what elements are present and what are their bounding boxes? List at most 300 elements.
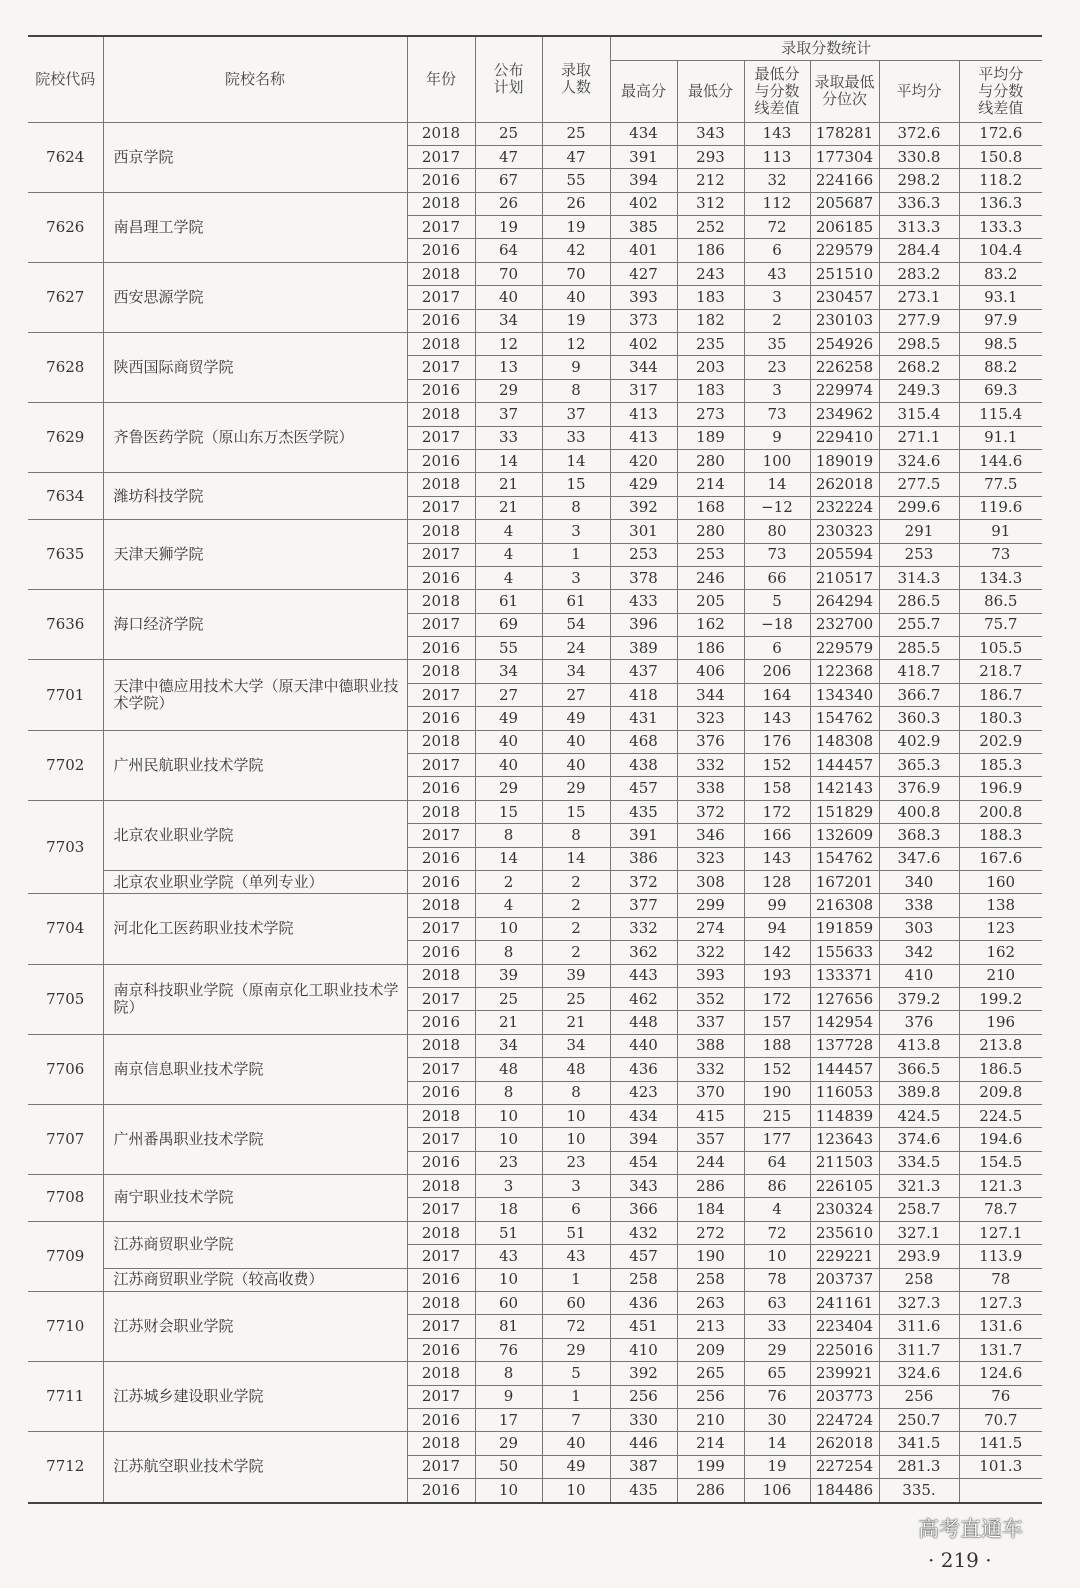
cell-min-rank: 230324	[810, 1198, 879, 1221]
cell-avg-diff: 162	[959, 941, 1042, 964]
cell-plan: 8	[475, 941, 542, 964]
school-code: 7705	[28, 964, 103, 1034]
cell-year: 2016	[407, 1479, 475, 1503]
cell-max-score: 385	[610, 216, 677, 239]
cell-min-diff: 65	[744, 1362, 810, 1385]
cell-min-diff: 73	[744, 403, 810, 426]
cell-avg-diff: 144.6	[959, 449, 1042, 472]
cell-year: 2017	[407, 1128, 475, 1151]
cell-avg-score: 298.5	[879, 333, 959, 356]
cell-admitted: 19	[542, 309, 610, 332]
cell-admitted: 61	[542, 590, 610, 613]
school-name: 广州番禺职业技术学院	[103, 1104, 407, 1174]
cell-avg-score: 258	[879, 1268, 959, 1291]
cell-min-rank: 229579	[810, 637, 879, 660]
cell-admitted: 10	[542, 1479, 610, 1503]
cell-min-score: 243	[677, 262, 744, 285]
cell-plan: 25	[475, 122, 542, 145]
cell-avg-diff: 104.4	[959, 239, 1042, 262]
cell-min-score: 346	[677, 824, 744, 847]
cell-avg-diff: 70.7	[959, 1408, 1042, 1431]
cell-max-score: 436	[610, 1058, 677, 1081]
cell-max-score: 413	[610, 403, 677, 426]
table-row	[28, 871, 1042, 894]
cell-min-diff: 128	[744, 871, 810, 894]
cell-avg-score: 283.2	[879, 262, 959, 285]
cell-max-score: 402	[610, 192, 677, 215]
cell-min-rank: 230457	[810, 286, 879, 309]
cell-min-rank: 239921	[810, 1362, 879, 1385]
school-code: 7702	[28, 730, 103, 800]
cell-min-score: 286	[677, 1479, 744, 1503]
school-code: 7627	[28, 262, 103, 332]
cell-avg-diff: 97.9	[959, 309, 1042, 332]
cell-avg-score: 314.3	[879, 566, 959, 589]
cell-min-diff: 143	[744, 122, 810, 145]
table-row	[28, 590, 1042, 613]
cell-year: 2017	[407, 216, 475, 239]
cell-year: 2016	[407, 941, 475, 964]
cell-admitted: 47	[542, 145, 610, 168]
cell-min-rank: 262018	[810, 473, 879, 496]
cell-min-score: 388	[677, 1034, 744, 1057]
cell-min-score: 203	[677, 356, 744, 379]
cell-year: 2018	[407, 403, 475, 426]
cell-avg-score: 250.7	[879, 1408, 959, 1431]
cell-min-score: 332	[677, 754, 744, 777]
cell-min-diff: 43	[744, 262, 810, 285]
cell-avg-diff: 123	[959, 917, 1042, 940]
cell-avg-score: 410	[879, 964, 959, 987]
header-code: 院校代码	[28, 36, 103, 122]
cell-year: 2016	[407, 637, 475, 660]
cell-min-diff: 172	[744, 987, 810, 1010]
cell-min-diff: 33	[744, 1315, 810, 1338]
cell-min-diff: 80	[744, 520, 810, 543]
cell-min-score: 190	[677, 1245, 744, 1268]
cell-min-score: 415	[677, 1104, 744, 1127]
header-stats-group: 录取分数统计	[610, 36, 1042, 60]
cell-avg-score: 418.7	[879, 660, 959, 683]
cell-admitted: 8	[542, 824, 610, 847]
cell-avg-score: 347.6	[879, 847, 959, 870]
cell-plan: 33	[475, 426, 542, 449]
cell-admitted: 3	[542, 520, 610, 543]
cell-max-score: 387	[610, 1455, 677, 1478]
cell-year: 2018	[407, 730, 475, 753]
cell-min-diff: 72	[744, 216, 810, 239]
cell-plan: 61	[475, 590, 542, 613]
cell-avg-score: 324.6	[879, 1362, 959, 1385]
cell-min-diff: 143	[744, 847, 810, 870]
cell-min-rank: 205594	[810, 543, 879, 566]
cell-min-rank: 226105	[810, 1175, 879, 1198]
cell-avg-score: 341.5	[879, 1432, 959, 1455]
cell-plan: 50	[475, 1455, 542, 1478]
school-name: 江苏航空职业技术学院	[103, 1432, 407, 1503]
cell-avg-score: 335.	[879, 1479, 959, 1503]
cell-min-score: 183	[677, 286, 744, 309]
cell-admitted: 29	[542, 777, 610, 800]
cell-avg-diff: 196.9	[959, 777, 1042, 800]
table-row	[28, 1175, 1042, 1198]
cell-min-score: 210	[677, 1408, 744, 1431]
cell-min-score: 293	[677, 145, 744, 168]
cell-max-score: 418	[610, 683, 677, 706]
cell-admitted: 27	[542, 683, 610, 706]
header-year: 年份	[407, 36, 475, 122]
cell-max-score: 462	[610, 987, 677, 1010]
cell-avg-score: 311.6	[879, 1315, 959, 1338]
cell-admitted: 8	[542, 1081, 610, 1104]
cell-min-rank: 123643	[810, 1128, 879, 1151]
cell-min-score: 406	[677, 660, 744, 683]
cell-admitted: 51	[542, 1221, 610, 1244]
cell-plan: 39	[475, 964, 542, 987]
cell-avg-score: 424.5	[879, 1104, 959, 1127]
cell-plan: 15	[475, 800, 542, 823]
cell-max-score: 392	[610, 496, 677, 519]
cell-plan: 40	[475, 286, 542, 309]
school-name: 天津中德应用技术大学（原天津中德职业技术学院）	[103, 660, 407, 730]
cell-avg-diff: 69.3	[959, 379, 1042, 402]
cell-plan: 21	[475, 473, 542, 496]
school-code: 7712	[28, 1432, 103, 1503]
cell-admitted: 12	[542, 333, 610, 356]
cell-admitted: 40	[542, 286, 610, 309]
cell-avg-diff: 141.5	[959, 1432, 1042, 1455]
cell-avg-diff: 78	[959, 1268, 1042, 1291]
cell-year: 2018	[407, 1104, 475, 1127]
cell-avg-diff: 224.5	[959, 1104, 1042, 1127]
cell-admitted: 40	[542, 1432, 610, 1455]
school-code: 7701	[28, 660, 103, 730]
cell-min-diff: 193	[744, 964, 810, 987]
school-name: 河北化工医药职业技术学院	[103, 894, 407, 964]
cell-min-rank: 224166	[810, 169, 879, 192]
cell-min-diff: 4	[744, 1198, 810, 1221]
cell-min-rank: 230103	[810, 309, 879, 332]
cell-admitted: 19	[542, 216, 610, 239]
cell-min-diff: 152	[744, 754, 810, 777]
cell-max-score: 344	[610, 356, 677, 379]
cell-avg-score: 321.3	[879, 1175, 959, 1198]
cell-year: 2017	[407, 543, 475, 566]
cell-plan: 60	[475, 1292, 542, 1315]
cell-max-score: 451	[610, 1315, 677, 1338]
cell-min-score: 274	[677, 917, 744, 940]
table-row	[28, 964, 1042, 987]
cell-year: 2017	[407, 1385, 475, 1408]
cell-min-score: 280	[677, 520, 744, 543]
cell-admitted: 10	[542, 1104, 610, 1127]
school-code: 7634	[28, 473, 103, 520]
header-avg: 平均分	[879, 60, 959, 122]
cell-year: 2016	[407, 309, 475, 332]
cell-max-score: 253	[610, 543, 677, 566]
header-avg-diff: 平均分与分数线差值	[959, 60, 1042, 122]
cell-max-score: 402	[610, 333, 677, 356]
cell-min-rank: 134340	[810, 683, 879, 706]
cell-plan: 10	[475, 1104, 542, 1127]
cell-admitted: 2	[542, 917, 610, 940]
cell-min-score: 273	[677, 403, 744, 426]
cell-max-score: 434	[610, 1104, 677, 1127]
cell-avg-diff: 202.9	[959, 730, 1042, 753]
cell-min-rank: 232224	[810, 496, 879, 519]
cell-plan: 4	[475, 543, 542, 566]
cell-min-rank: 223404	[810, 1315, 879, 1338]
school-name: 北京农业职业学院（单列专业）	[103, 871, 407, 894]
cell-max-score: 420	[610, 449, 677, 472]
cell-min-score: 199	[677, 1455, 744, 1478]
cell-min-rank: 116053	[810, 1081, 879, 1104]
cell-year: 2017	[407, 987, 475, 1010]
cell-plan: 4	[475, 894, 542, 917]
cell-min-score: 212	[677, 169, 744, 192]
cell-max-score: 401	[610, 239, 677, 262]
cell-min-diff: 73	[744, 543, 810, 566]
cell-min-diff: 166	[744, 824, 810, 847]
cell-plan: 17	[475, 1408, 542, 1431]
cell-plan: 10	[475, 1128, 542, 1151]
cell-admitted: 21	[542, 1011, 610, 1034]
cell-avg-diff: 73	[959, 543, 1042, 566]
cell-min-score: 214	[677, 473, 744, 496]
cell-admitted: 1	[542, 543, 610, 566]
cell-min-rank: 142954	[810, 1011, 879, 1034]
cell-avg-diff: 188.3	[959, 824, 1042, 847]
cell-avg-score: 271.1	[879, 426, 959, 449]
cell-avg-score: 327.1	[879, 1221, 959, 1244]
cell-min-rank: 133371	[810, 964, 879, 987]
cell-plan: 49	[475, 707, 542, 730]
table-row	[28, 1034, 1042, 1057]
cell-avg-score: 365.3	[879, 754, 959, 777]
cell-min-rank: 232700	[810, 613, 879, 636]
cell-min-score: 370	[677, 1081, 744, 1104]
school-code: 7708	[28, 1175, 103, 1222]
cell-min-score: 182	[677, 309, 744, 332]
cell-max-score: 377	[610, 894, 677, 917]
cell-min-score: 168	[677, 496, 744, 519]
cell-max-score: 393	[610, 286, 677, 309]
cell-min-diff: 76	[744, 1385, 810, 1408]
cell-admitted: 8	[542, 496, 610, 519]
cell-avg-diff: 172.6	[959, 122, 1042, 145]
cell-avg-diff: 180.3	[959, 707, 1042, 730]
cell-admitted: 3	[542, 1175, 610, 1198]
cell-admitted: 40	[542, 754, 610, 777]
school-name: 潍坊科技学院	[103, 473, 407, 520]
cell-min-diff: 188	[744, 1034, 810, 1057]
cell-plan: 19	[475, 216, 542, 239]
cell-min-rank: 251510	[810, 262, 879, 285]
cell-plan: 3	[475, 1175, 542, 1198]
header-min-diff: 最低分与分数线差值	[744, 60, 810, 122]
cell-admitted: 23	[542, 1151, 610, 1174]
cell-min-rank: 234962	[810, 403, 879, 426]
cell-year: 2017	[407, 1058, 475, 1081]
cell-min-rank: 241161	[810, 1292, 879, 1315]
cell-avg-diff: 115.4	[959, 403, 1042, 426]
cell-min-diff: 215	[744, 1104, 810, 1127]
school-name: 西安思源学院	[103, 262, 407, 332]
cell-max-score: 410	[610, 1338, 677, 1361]
cell-min-diff: 29	[744, 1338, 810, 1361]
cell-year: 2016	[407, 239, 475, 262]
cell-avg-diff: 210	[959, 964, 1042, 987]
cell-plan: 25	[475, 987, 542, 1010]
cell-min-score: 338	[677, 777, 744, 800]
cell-min-score: 308	[677, 871, 744, 894]
cell-plan: 14	[475, 449, 542, 472]
table-row	[28, 1221, 1042, 1244]
cell-admitted: 10	[542, 1128, 610, 1151]
cell-max-score: 436	[610, 1292, 677, 1315]
cell-max-score: 343	[610, 1175, 677, 1198]
cell-avg-score: 338	[879, 894, 959, 917]
school-code: 7626	[28, 192, 103, 262]
cell-avg-diff: 218.7	[959, 660, 1042, 683]
cell-year: 2016	[407, 169, 475, 192]
cell-avg-score: 366.7	[879, 683, 959, 706]
cell-plan: 51	[475, 1221, 542, 1244]
cell-year: 2016	[407, 707, 475, 730]
cell-min-diff: 3	[744, 286, 810, 309]
cell-max-score: 431	[610, 707, 677, 730]
cell-avg-diff: 88.2	[959, 356, 1042, 379]
cell-admitted: 6	[542, 1198, 610, 1221]
cell-avg-score: 342	[879, 941, 959, 964]
cell-min-diff: 164	[744, 683, 810, 706]
cell-avg-score: 402.9	[879, 730, 959, 753]
cell-plan: 55	[475, 637, 542, 660]
cell-max-score: 378	[610, 566, 677, 589]
table-row	[28, 800, 1042, 823]
cell-min-rank: 205687	[810, 192, 879, 215]
cell-plan: 21	[475, 1011, 542, 1034]
cell-plan: 10	[475, 917, 542, 940]
cell-admitted: 29	[542, 1338, 610, 1361]
cell-avg-score: 374.6	[879, 1128, 959, 1151]
cell-min-diff: 14	[744, 1432, 810, 1455]
table-row	[28, 1104, 1042, 1127]
cell-max-score: 440	[610, 1034, 677, 1057]
cell-min-rank: 191859	[810, 917, 879, 940]
cell-min-diff: 158	[744, 777, 810, 800]
cell-avg-diff: 75.7	[959, 613, 1042, 636]
cell-min-score: 246	[677, 566, 744, 589]
cell-avg-diff: 77.5	[959, 473, 1042, 496]
cell-avg-diff: 91	[959, 520, 1042, 543]
cell-max-score: 434	[610, 122, 677, 145]
table-body	[28, 122, 1042, 1503]
cell-admitted: 42	[542, 239, 610, 262]
cell-min-rank: 127656	[810, 987, 879, 1010]
cell-admitted: 7	[542, 1408, 610, 1431]
cell-min-rank: 206185	[810, 216, 879, 239]
school-name: 江苏城乡建设职业学院	[103, 1362, 407, 1432]
school-name: 江苏商贸职业学院	[103, 1221, 407, 1268]
cell-admitted: 60	[542, 1292, 610, 1315]
cell-plan: 81	[475, 1315, 542, 1338]
cell-admitted: 49	[542, 707, 610, 730]
cell-max-score: 454	[610, 1151, 677, 1174]
table-row	[28, 403, 1042, 426]
cell-min-rank: 122368	[810, 660, 879, 683]
cell-min-rank: 144457	[810, 1058, 879, 1081]
cell-max-score: 433	[610, 590, 677, 613]
header-max: 最高分	[610, 60, 677, 122]
cell-admitted: 1	[542, 1385, 610, 1408]
cell-max-score: 317	[610, 379, 677, 402]
cell-avg-diff: 127.3	[959, 1292, 1042, 1315]
cell-min-score: 323	[677, 847, 744, 870]
cell-min-score: 337	[677, 1011, 744, 1034]
school-code: 7636	[28, 590, 103, 660]
school-code: 7707	[28, 1104, 103, 1174]
cell-avg-diff: 133.3	[959, 216, 1042, 239]
cell-min-rank: 262018	[810, 1432, 879, 1455]
cell-max-score: 256	[610, 1385, 677, 1408]
cell-avg-score: 336.3	[879, 192, 959, 215]
cell-year: 2016	[407, 1408, 475, 1431]
cell-min-score: 244	[677, 1151, 744, 1174]
cell-avg-score: 400.8	[879, 800, 959, 823]
cell-avg-score: 277.5	[879, 473, 959, 496]
cell-plan: 37	[475, 403, 542, 426]
cell-avg-score: 366.5	[879, 1058, 959, 1081]
cell-min-score: 376	[677, 730, 744, 753]
cell-min-diff: 142	[744, 941, 810, 964]
school-name: 西京学院	[103, 122, 407, 192]
cell-min-rank: 254926	[810, 333, 879, 356]
cell-plan: 4	[475, 566, 542, 589]
cell-year: 2018	[407, 262, 475, 285]
cell-max-score: 413	[610, 426, 677, 449]
cell-min-score: 209	[677, 1338, 744, 1361]
cell-min-diff: 10	[744, 1245, 810, 1268]
cell-avg-diff: 105.5	[959, 637, 1042, 660]
cell-min-rank: 229974	[810, 379, 879, 402]
school-name: 齐鲁医药学院（原山东万杰医学院）	[103, 403, 407, 473]
cell-min-diff: 30	[744, 1408, 810, 1431]
cell-avg-diff: 93.1	[959, 286, 1042, 309]
cell-avg-score: 286.5	[879, 590, 959, 613]
cell-min-rank: 203737	[810, 1268, 879, 1291]
header-plan: 公布计划	[475, 36, 542, 122]
cell-avg-score: 273.1	[879, 286, 959, 309]
cell-admitted: 34	[542, 660, 610, 683]
cell-year: 2017	[407, 356, 475, 379]
cell-avg-score: 281.3	[879, 1455, 959, 1478]
cell-min-score: 253	[677, 543, 744, 566]
cell-min-diff: −12	[744, 496, 810, 519]
cell-year: 2017	[407, 496, 475, 519]
cell-max-score: 468	[610, 730, 677, 753]
cell-year: 2017	[407, 824, 475, 847]
cell-min-rank: 227254	[810, 1455, 879, 1478]
cell-min-score: 357	[677, 1128, 744, 1151]
cell-max-score: 435	[610, 800, 677, 823]
cell-admitted: 15	[542, 800, 610, 823]
cell-plan: 21	[475, 496, 542, 519]
cell-year: 2016	[407, 449, 475, 472]
cell-year: 2016	[407, 1268, 475, 1291]
cell-min-diff: 64	[744, 1151, 810, 1174]
cell-year: 2017	[407, 754, 475, 777]
